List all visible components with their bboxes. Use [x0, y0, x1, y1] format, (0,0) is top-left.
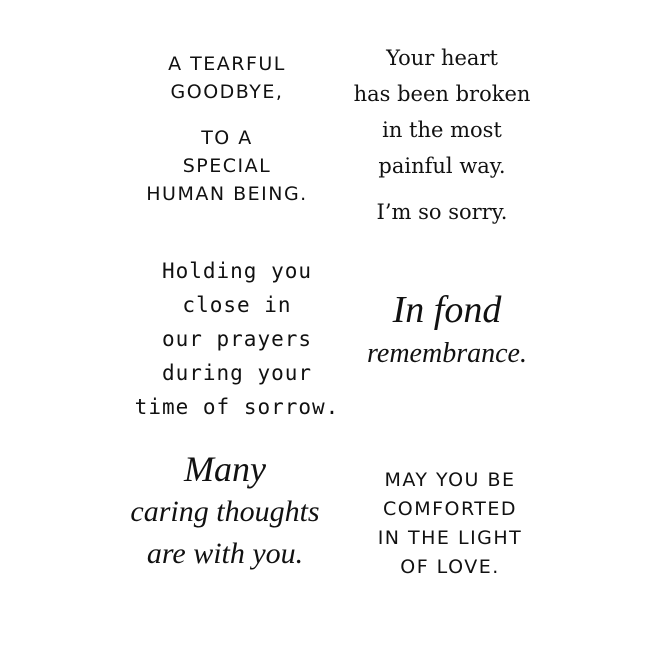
verse-line: Your heart: [386, 46, 498, 70]
verse-line: our prayers: [161, 327, 313, 351]
verse-line: HUMAN BEING.: [146, 183, 308, 205]
verse-line: TO A: [201, 127, 253, 149]
verse-line: has been broken: [353, 82, 531, 106]
verse-comforted: [340, 466, 560, 582]
verse-line: I’m so sorry.: [376, 200, 508, 224]
verse-line: A TEARFUL: [168, 53, 286, 75]
verse-line: time of sorrow.: [134, 395, 340, 419]
verse-line: Many: [184, 449, 266, 489]
verse-line: during your: [161, 361, 313, 385]
verse-line: COMFORTED: [382, 498, 518, 520]
verse-line: In fond: [392, 289, 502, 331]
verse-heart-broken: [334, 40, 550, 230]
verse-line: OF LOVE.: [400, 556, 500, 578]
verse-line: MAY YOU BE: [384, 469, 516, 491]
verse-holding-you: [100, 254, 374, 424]
verse-line: Holding you: [161, 259, 313, 283]
verse-line: painful way.: [378, 154, 506, 178]
verse-line: are with you.: [146, 537, 304, 570]
verse-line: GOODBYE,: [170, 81, 284, 103]
verse-line: remembrance.: [367, 338, 527, 369]
verse-line: in the most: [382, 118, 502, 142]
verse-line: close in: [182, 293, 292, 317]
verse-tearful-goodbye: [122, 50, 332, 208]
verse-line: IN THE LIGHT: [377, 527, 523, 549]
verse-line: caring thoughts: [130, 495, 320, 528]
verse-line: SPECIAL: [182, 155, 272, 177]
verse-caring-thoughts: [108, 446, 342, 576]
verse-fond-remembrance: [352, 288, 542, 376]
